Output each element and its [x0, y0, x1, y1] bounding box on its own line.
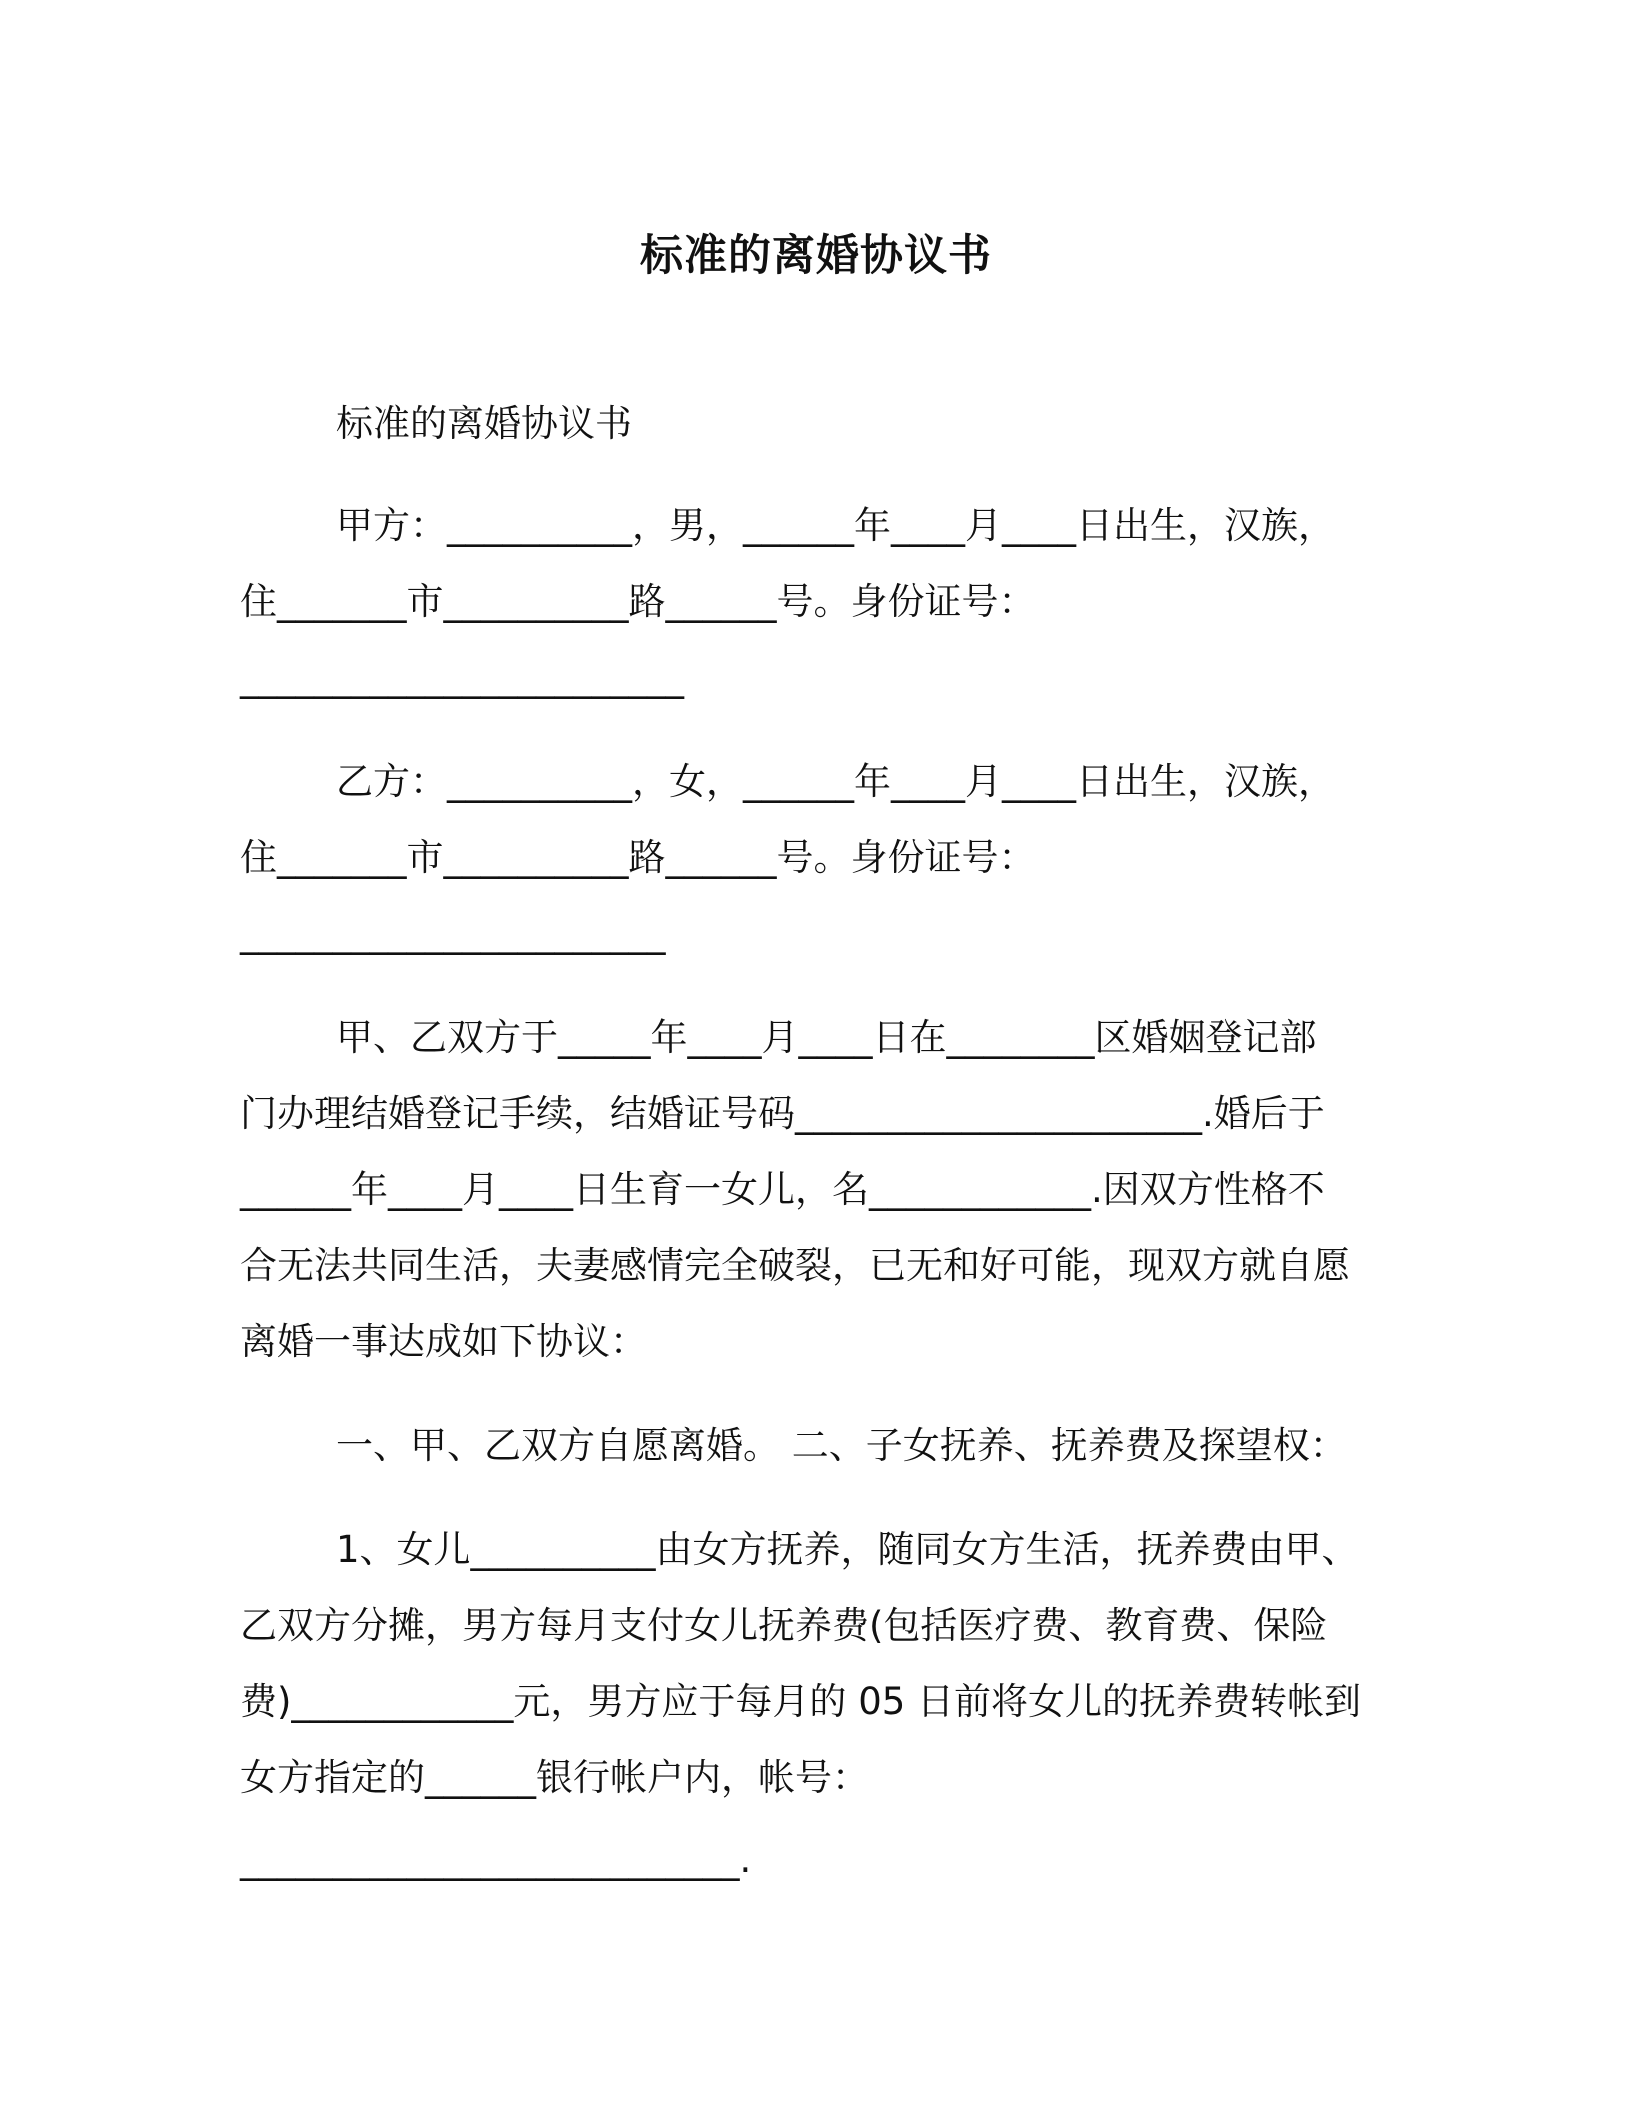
marriage-paragraph-line-1: 甲、乙双方于_____年____月____日在________区婚姻登记部 — [336, 1016, 1317, 1059]
marriage-paragraph-line-3: ______年____月____日生育一女儿，名____________.因双方性格不 — [240, 1168, 1325, 1211]
party-b-id-blank: _______________________ — [240, 912, 666, 955]
party-b-line-2: 住_______市__________路______号。身份证号： — [240, 836, 1036, 879]
party-a-line-2: 住_______市__________路______号。身份证号： — [240, 580, 1036, 623]
child-support-line-2: 乙双方分摊，男方每月支付女儿抚养费(包括医疗费、教育费、保险 — [240, 1604, 1328, 1647]
clause-one-two-line: 一、甲、乙双方自愿离婚。 二、子女抚养、抚养费及探望权： — [336, 1424, 1347, 1467]
account-number-blank: ___________________________. — [240, 1838, 752, 1881]
subtitle-line: 标准的离婚协议书 — [336, 402, 632, 445]
marriage-paragraph-line-5: 离婚一事达成如下协议： — [240, 1320, 647, 1363]
party-b-line-1: 乙方：__________，女，______年____月____日出生，汉族， — [336, 760, 1335, 803]
child-support-line-4: 女方指定的______银行帐户内，帐号： — [240, 1756, 869, 1799]
party-a-id-blank: ________________________ — [240, 656, 684, 699]
marriage-paragraph-line-4: 合无法共同生活，夫妻感情完全破裂，已无和好可能，现双方就自愿 — [240, 1244, 1350, 1287]
child-support-line-1: 1、女儿__________由女方抚养，随同女方生活，抚养费由甲、 — [336, 1528, 1359, 1571]
document-title: 标准的离婚协议书 — [640, 231, 992, 281]
child-support-line-3: 费)____________元，男方应于每月的 05 日前将女儿的抚养费转帐到 — [240, 1680, 1362, 1723]
marriage-paragraph-line-2: 门办理结婚登记手续，结婚证号码______________________.婚后于 — [240, 1092, 1325, 1135]
party-a-line-1: 甲方：__________，男，______年____月____日出生，汉族， — [336, 504, 1335, 547]
